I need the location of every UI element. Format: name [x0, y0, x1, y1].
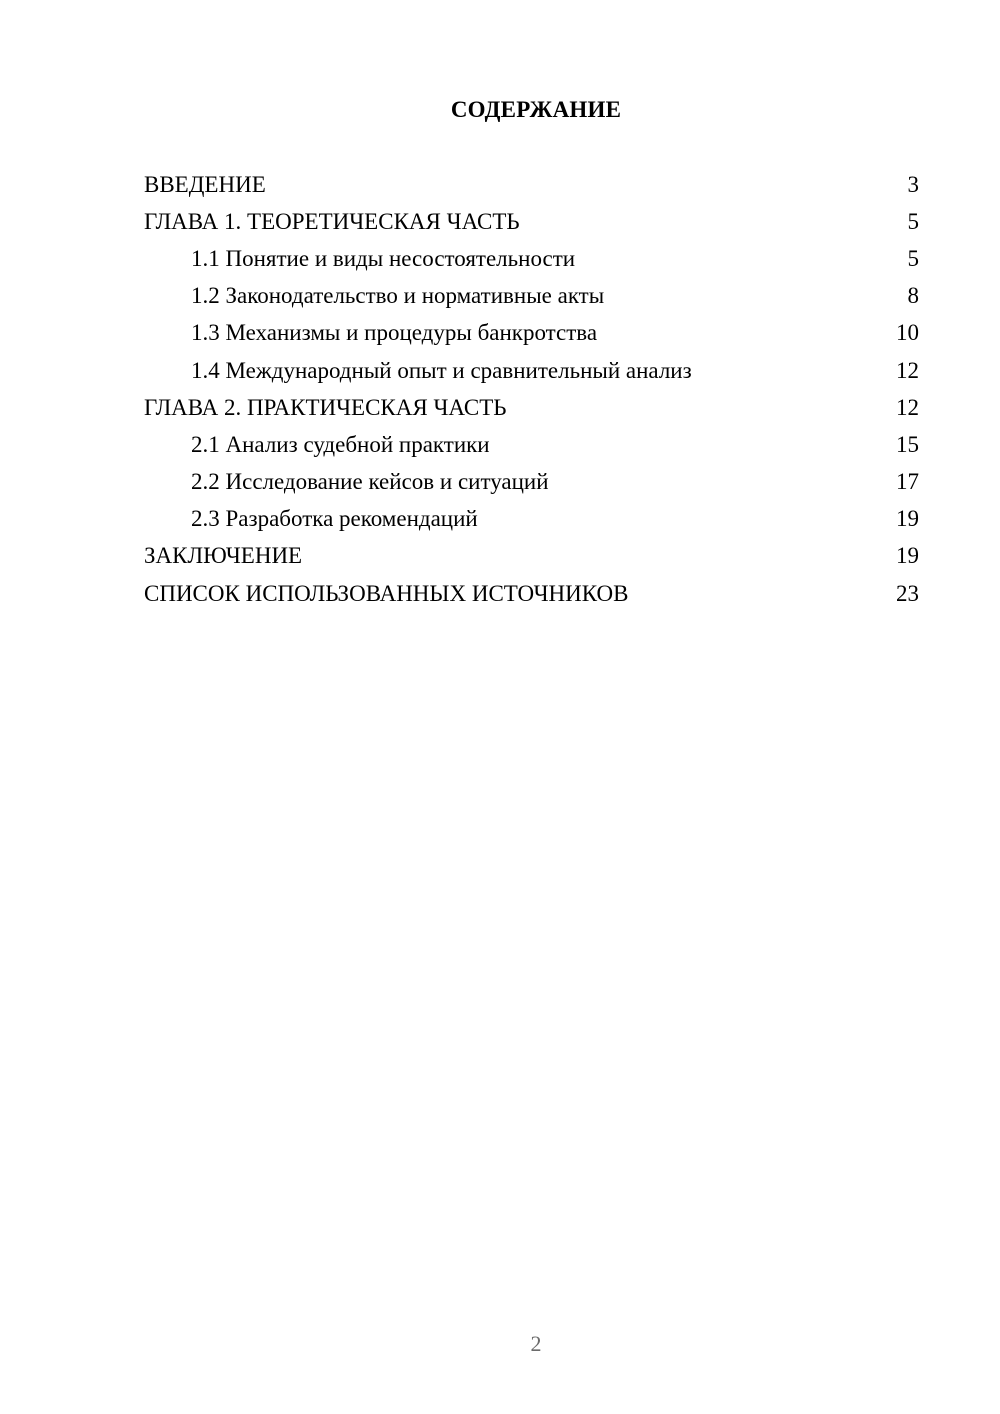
toc-entry-label: СПИСОК ИСПОЛЬЗОВАННЫХ ИСТОЧНИКОВ	[144, 580, 629, 606]
toc-entry-label: 1.2 Законодательство и нормативные акты	[191, 283, 605, 309]
table-of-contents	[144, 166, 919, 612]
toc-entry-section-1-3[interactable]	[144, 315, 919, 352]
toc-entry-label: ВВЕДЕНИЕ	[144, 171, 266, 197]
toc-entry-page: 8	[907, 283, 919, 309]
toc-entry-page: 23	[896, 580, 919, 606]
toc-entry-label: 1.3 Механизмы и процедуры банкротства	[191, 320, 598, 346]
toc-entry-page: 12	[896, 357, 919, 383]
toc-entry-introduction[interactable]	[144, 166, 919, 203]
toc-entry-section-2-2[interactable]	[144, 464, 919, 501]
toc-entry-page: 10	[896, 320, 919, 346]
toc-entry-page: 12	[896, 394, 919, 420]
toc-entry-section-2-1[interactable]	[144, 426, 919, 463]
toc-entry-page: 17	[896, 469, 919, 495]
page-number: 2	[530, 1331, 542, 1356]
toc-entry-page: 5	[907, 245, 919, 271]
toc-entry-label: ГЛАВА 1. ТЕОРЕТИЧЕСКАЯ ЧАСТЬ	[144, 208, 520, 234]
toc-entry-section-2-3[interactable]	[144, 501, 919, 538]
toc-entry-label: 2.3 Разработка рекомендаций	[191, 506, 478, 532]
toc-entry-page: 19	[896, 506, 919, 532]
toc-entry-label: 1.4 Международный опыт и сравнительный анализ	[191, 357, 692, 383]
toc-entry-section-1-4[interactable]	[144, 352, 919, 389]
toc-entry-chapter-2[interactable]	[144, 389, 919, 426]
toc-entry-section-1-1[interactable]	[144, 240, 919, 277]
toc-entry-section-1-2[interactable]	[144, 278, 919, 315]
toc-entry-conclusion[interactable]	[144, 538, 919, 575]
toc-entry-page: 15	[896, 431, 919, 457]
toc-entry-references[interactable]	[144, 575, 919, 612]
toc-entry-page: 3	[907, 171, 919, 197]
toc-entry-label: 2.1 Анализ судебной практики	[191, 431, 490, 457]
toc-entry-page: 19	[896, 543, 919, 569]
toc-entry-chapter-1[interactable]	[144, 203, 919, 240]
toc-title: СОДЕРЖАНИЕ	[450, 97, 622, 122]
toc-entry-label: ГЛАВА 2. ПРАКТИЧЕСКАЯ ЧАСТЬ	[144, 394, 507, 420]
toc-entry-page: 5	[907, 208, 919, 234]
toc-entry-label: 2.2 Исследование кейсов и ситуаций	[191, 469, 549, 495]
toc-entry-label: ЗАКЛЮЧЕНИЕ	[144, 543, 303, 569]
toc-entry-label: 1.1 Понятие и виды несостоятельности	[191, 245, 576, 271]
